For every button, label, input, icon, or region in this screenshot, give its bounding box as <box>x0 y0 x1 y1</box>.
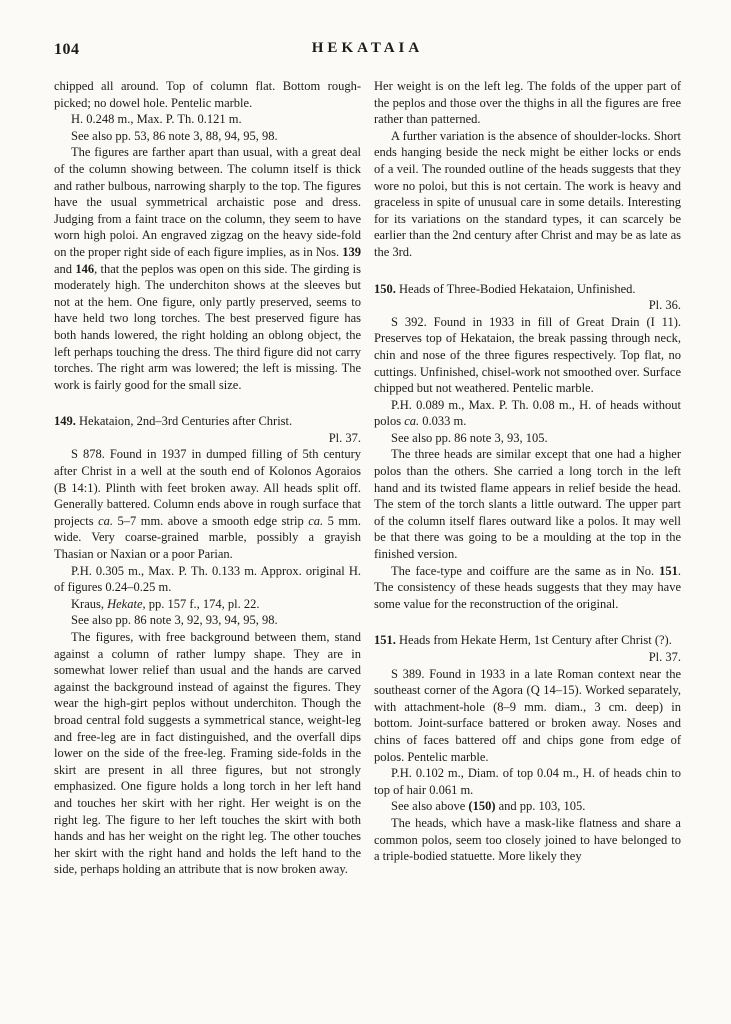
variation-paragraph: A further variation is the absence of shoulder-locks. Short ends hanging beside the neck might be either locks or ends of a veil. The rounded outline of the heads suggests that they wore no poloi, but this is not certain. The work is heavy and graceless in spite of unusual care in some details. Interesting for its variations on the standard types, it can scarcely be earlier than the 2nd century after Christ and may be as late as the 3rd. <box>374 128 681 259</box>
entry-number: 151. <box>374 633 396 648</box>
catalog-text: S 878. Found in 1937 in dumped filling of 5th century after Christ in a well at the south end of Kolonos Agoraios (B 14:1). Plinth with feet broken away. All heads split off. Generally battered. Column ends above in rough surface that projects <box>54 447 361 528</box>
entry-title: Hekataion, 2nd–3rd Centuries after Christ. <box>75 414 293 429</box>
entry-151-see-also <box>374 798 681 815</box>
bibliography-text: , pp. 157 f., 174, pl. 22. <box>142 596 260 611</box>
entry-150 <box>374 281 681 613</box>
right-column <box>374 78 681 878</box>
see-also-text: See also above <box>391 799 469 814</box>
running-head-title: HEKATAIA <box>311 40 424 56</box>
catalog-text: 5–7 mm. above a smooth edge strip <box>113 513 309 528</box>
entry-number: 149. <box>54 414 76 429</box>
continuation-paragraph: chipped all around. Top of column flat. Bottom rough-picked; no dowel hole. Pentelic marble. <box>54 79 361 110</box>
entry-150-see-also: See also pp. 86 note 3, 93, 105. <box>391 430 548 445</box>
page-number: 104 <box>54 41 80 58</box>
book-title: Hekate <box>107 596 143 611</box>
entry-149 <box>54 413 361 878</box>
discussion-text: , that the peplos was open on this side. The girding is moderately high. The underchiton shows at the sleeves but not at the hem. One figure, only partly preserved, seems to have held two long torches. The best preserved figure has both hands lowered, the right holding an oblong object, the left perhaps touching the dress. The third figure did not carry torches. The right arm was lowered; the left is missing. The work is fairly good for the small size. <box>54 261 361 392</box>
entry-150-catalog-paragraph: S 392. Found in 1933 in fill of Great Drain (I 11). Preserves top of Hekataion, the break passing through neck, chin and nose of the three figures respectively. Top flat, no cuttings. Unfinished, chisel-work not smoothed over. Surface chipped but not weathered. Pentelic marble. <box>374 314 681 396</box>
entry-151-measurements: P.H. 0.102 m., Diam. of top 0.04 m., H. of heads chin to top of hair 0.061 m. <box>374 766 681 797</box>
entry-149-bibliography <box>54 596 361 613</box>
circa-abbrev: ca. <box>98 513 113 528</box>
left-column <box>54 78 361 878</box>
catalog-ref-150: (150) <box>468 799 496 814</box>
measurements-text: 0.033 m. <box>419 414 467 429</box>
entry-149-see-also: See also pp. 86 note 3, 92, 93, 94, 95, 98. <box>71 613 278 628</box>
catalog-ref-146: 146 <box>75 261 95 276</box>
bibliography-text: Kraus, <box>71 596 108 611</box>
entry-151-heading <box>374 632 681 665</box>
entry-number: 150. <box>374 281 396 296</box>
discussion-text: . The consistency of these heads suggests that they may have some value for the reconstruction of the original. <box>374 563 681 611</box>
entry-151 <box>374 632 681 864</box>
two-column-text <box>54 78 681 878</box>
page-header <box>54 40 681 62</box>
dimensions-line: H. 0.248 m., Max. P. Th. 0.121 m. <box>71 112 242 127</box>
discussion-text: and <box>54 261 76 276</box>
catalog-ref-151: 151 <box>659 563 678 578</box>
entry-149-heading <box>54 413 361 430</box>
entry-151-discussion: The heads, which have a mask-like flatness and share a common polos, seem too closely joined to have belonged to a triple-bodied statuette. More likely they <box>374 815 681 864</box>
entry-150-discussion: The three heads are similar except that one had a higher polos than the others. She carried a long torch in the left hand and its twisted flame appears in relief beside the head. The stem of the torch slants a little outward. The upper part of the column itself flares outward like a polos. It may well be that there was going to be a moulding at the top in the finished version. <box>374 447 681 562</box>
continuation-paragraph: Her weight is on the left leg. The folds of the upper part of the peplos and those over the thighs in all the figures are free rather than patterned. <box>374 79 681 127</box>
catalog-text: 5 mm. wide. Very coarse-grained marble, possibly a grayish Thasian or Naxian or a poor Parian. <box>54 513 361 562</box>
entry-title: Heads from Hekate Herm, 1st Century after Christ (?). <box>395 633 672 648</box>
measurements-text: P.H. 0.089 m., Max. P. Th. 0.08 m., H. of heads without polos <box>374 397 681 429</box>
entry-150-heading <box>374 281 681 298</box>
entry-149-catalog-paragraph <box>54 446 361 562</box>
entry-150-measurements <box>374 397 681 430</box>
entry-149-plate-ref: Pl. 37. <box>328 430 361 445</box>
entry-149-measurements: P.H. 0.305 m., Max. P. Th. 0.133 m. Approx. original H. of figures 0.24–0.25 m. <box>54 563 361 595</box>
discussion-paragraph <box>54 144 361 393</box>
entry-title: Heads of Three-Bodied Hekataion, Unfinished. <box>395 281 636 296</box>
entry-151-catalog-paragraph: S 389. Found in 1933 in a late Roman context near the southeast corner of the Agora (Q 14–15). Worked separately, with attachment-hole (8–9 mm. diam., 3 cm. deep) in bottom. Joint-surface battered or broken away. Noses and chins of faces battered off and chips gone from edge of polos. Pentelic marble. <box>374 666 681 764</box>
catalog-ref-139: 139 <box>342 244 361 259</box>
discussion-text: The face-type and coiffure are the same as in No. <box>391 563 660 578</box>
entry-150-plate-ref: Pl. 36. <box>648 298 681 313</box>
see-also-text: and pp. 103, 105. <box>495 799 586 814</box>
circa-abbrev: ca. <box>404 414 420 429</box>
circa-abbrev: ca. <box>308 513 324 528</box>
discussion-text: The figures are farther apart than usual, with a great deal of the column showing between. The column itself is thick and rather bulbous, narrowing sharply to the top. The figures have the usual symmetrical archaistic pose and dress. Judging from a faint trace on the column, they seem to have worn high poloi. An engraved zigzag on the heavy side-fold on the proper right side of each figure implies, as in Nos. <box>54 145 361 259</box>
entry-149-discussion: The figures, with free background between them, stand against a column of rather lumpy shape. They are in somewhat lower relief than usual and the hands are carved against the background instead of against the figures. They wear the high-girt peplos without underchiton. Though the broad central fold suggests a symmetrical stance, weight-leg and free-leg are in fact distinguished, and the overfall dips lower on the side of the free-leg. Framing side-folds in the skirt are present in all three figures, but not strongly emphasized. One figure holds a long torch in her left hand and touches her skirt with her right. Her weight is on the right leg. The figure to her left touches the skirt with both hands and has her weight on the right leg. The other touches her skirt with the right hand and holds the left hand to the side, perhaps holding an attribute that is now broken away. <box>54 630 361 877</box>
entry-151-plate-ref: Pl. 37. <box>648 650 681 664</box>
entry-150-discussion-2 <box>374 563 681 613</box>
see-also-line: See also pp. 53, 86 note 3, 88, 94, 95, 98. <box>71 128 278 143</box>
